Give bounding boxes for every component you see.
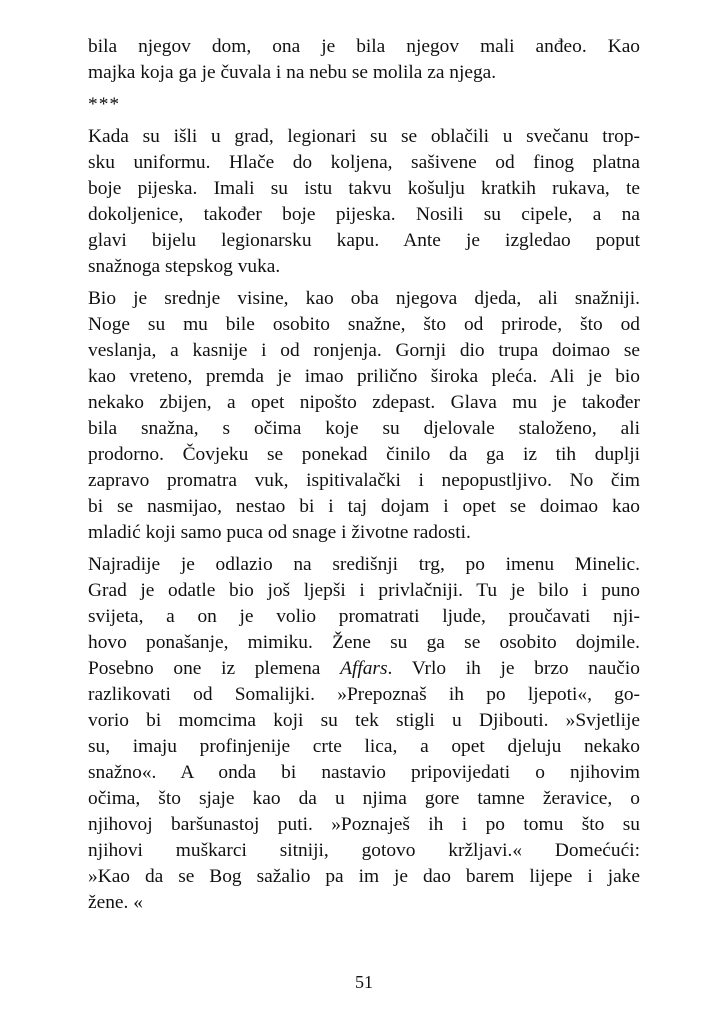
text-line: »Kao da se Bog sažalio pa im je dao barem lijepe i jake [88,866,640,887]
text-line: dokoljenice, također boje pijeska. Nosili su cipele, a na [88,204,640,225]
text-line: Najradije je odlazio na središnji trg, po imenu Minelic. [88,554,640,575]
text-line: bila njegov dom, ona je bila njegov mali anđeo. Kao [88,36,640,57]
page-number: 51 [355,972,373,992]
text-line: vorio bi momcima koji su tek stigli u Djibouti. »Svjetlije [88,710,640,731]
text-line: mladić koji samo puca od snage i životne radosti. [88,522,471,543]
paragraph-3 [88,286,640,546]
paragraph-1 [88,34,640,86]
text-line: hovo ponašanje, mimiku. Žene su ga se osobito dojmile. [88,632,640,653]
text-line: zapravo promatra vuk, ispitivalački i nepopustljivo. No čim [88,470,640,491]
page-body [88,34,640,916]
text-line: snažno«. A onda bi nastavio pripovijedati o njihovim [88,762,640,783]
text-line: su, imaju profinjenije crte lica, a opet djeluju nekako [88,736,640,757]
text-line: njihovoj baršunastoj puti. »Poznaješ ih i po tomu što su [88,814,640,835]
text-segment: . Vrlo ih je brzo naučio [387,658,640,679]
text-line: majka koja ga je čuvala i na nebu se molila za njega. [88,62,497,83]
text-line: bi se nasmijao, nestao bi i taj dojam i opet se doimao kao [88,496,640,517]
text-line: Grad je odatle bio još ljepši i privlačniji. Tu je bilo i puno [88,580,640,601]
text-line: veslanja, a kasnije i od ronjenja. Gornji dio trupa doimao se [88,340,640,361]
text-line: Kada su išli u grad, legionari su se oblačili u svečanu trop- [88,126,640,147]
text-line: boje pijeska. Imali su istu takvu košulju kratkih rukava, te [88,178,640,199]
text-line: sku uniformu. Hlače do koljena, sašivene od finog platna [88,152,640,173]
text-line: očima, što sjaje kao da u njima gore tamne žeravice, o [88,788,640,809]
text-line: glavi bijelu legionarsku kapu. Ante je izgledao poput [88,230,640,251]
italic-word: Affars [340,658,388,679]
paragraph-4 [88,552,640,916]
text-line: kao vreteno, premda je imao prilično široka pleća. Ali je bio [88,366,640,387]
text-segment: Posebno one iz plemena [88,658,341,679]
text-line: Noge su mu bile osobito snažne, što od prirode, što od [88,314,640,335]
text-line: njihovi muškarci sitniji, gotovo kržljavi.« Domećući: [88,840,640,861]
text-line: svijeta, a on je volio promatrati ljude, proučavati nji- [88,606,640,627]
text-line: prodorno. Čovjeku se ponekad činilo da ga iz tih duplji [88,444,640,465]
text-line: nekako zbijen, a opet nipošto zdepast. Glava mu je također [88,392,640,413]
text-line: razlikovati od Somalijki. »Prepoznaš ih po ljepoti«, go- [88,684,640,705]
paragraph-2 [88,124,640,280]
text-line: Bio je srednje visine, kao oba njegova djeda, ali snažniji. [88,288,640,309]
section-separator: *** [88,94,121,115]
text-line: žene. « [88,892,143,913]
text-line: bila snažna, s očima koje su djelovale staloženo, ali [88,418,640,439]
text-line-with-italic [88,656,640,682]
text-line: snažnoga stepskog vuka. [88,256,281,277]
